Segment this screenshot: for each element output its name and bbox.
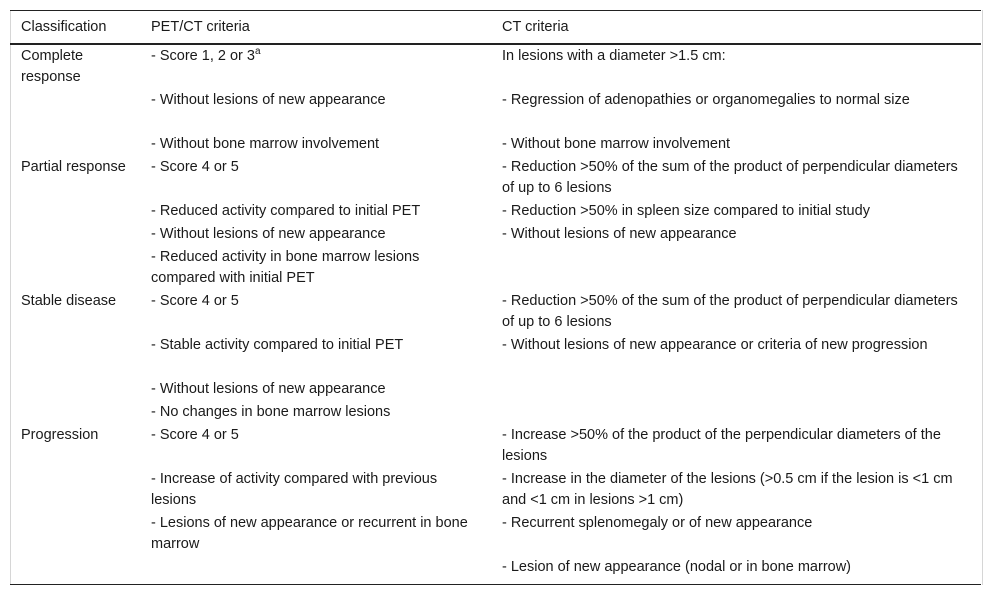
ct-item: - Without bone marrow involvement [502, 136, 731, 152]
ct-item: - Without lesions of new appearance [502, 226, 737, 242]
pet-item: - Reduced activity compared to initial PET [151, 203, 421, 219]
classification-complete-response: Complete response [21, 48, 84, 85]
pet-item: - Increase of activity compared with previous lesions [151, 471, 438, 508]
pet-item: - Reduced activity in bone marrow lesions compared with initial PET [151, 249, 420, 286]
pet-item: - Without lesions of new appearance [151, 226, 386, 242]
ct-item: - Reduction >50% in spleen size compared to initial study [502, 203, 870, 219]
header-pet-ct-criteria: PET/CT criteria [151, 19, 250, 35]
ct-item: - Without lesions of new appearance or criteria of new progression [502, 337, 928, 353]
pet-item: - Score 4 or 5 [151, 159, 239, 175]
ct-item: - Reduction >50% of the sum of the product of perpendicular diameters of up to 6 lesions [502, 159, 958, 196]
pet-item: - No changes in bone marrow lesions [151, 404, 391, 420]
header-ct-criteria: CT criteria [502, 19, 569, 35]
ct-item: - Increase in the diameter of the lesions (>0.5 cm if the lesion is <1 cm and <1 cm in lesions >1 cm) [502, 471, 953, 508]
ct-item: In lesions with a diameter >1.5 cm: [502, 48, 726, 64]
header-bottom-rule [10, 43, 981, 45]
ct-item: - Recurrent splenomegaly or of new appearance [502, 515, 813, 531]
pet-item: - Score 1, 2 or 3$^a$ [151, 46, 261, 64]
pet-item: - Score 4 or 5 [151, 427, 239, 443]
table-top-rule [10, 10, 981, 11]
pet-item: - Without bone marrow involvement [151, 136, 380, 152]
ct-item: - Regression of adenopathies or organomegalies to normal size [502, 92, 910, 108]
pet-item: - Score 4 or 5 [151, 293, 239, 309]
classification-stable-disease: Stable disease [21, 293, 117, 309]
ct-item: - Reduction >50% of the sum of the product of perpendicular diameters of up to 6 lesions [502, 293, 958, 330]
footnote-marker: a [254, 46, 261, 58]
pet-item: - Stable activity compared to initial PET [151, 337, 404, 353]
ct-item: - Increase >50% of the product of the perpendicular diameters of the lesions [502, 427, 941, 464]
table-bottom-rule [10, 584, 981, 585]
pet-item: - Without lesions of new appearance [151, 381, 386, 397]
pet-item: - Without lesions of new appearance [151, 92, 386, 108]
pet-item: - Lesions of new appearance or recurrent in bone marrow [151, 515, 468, 552]
classification-progression: Progression [21, 427, 99, 443]
ct-item: - Lesion of new appearance (nodal or in bone marrow) [502, 559, 852, 575]
classification-partial-response: Partial response [21, 159, 126, 175]
header-classification: Classification [21, 19, 107, 35]
